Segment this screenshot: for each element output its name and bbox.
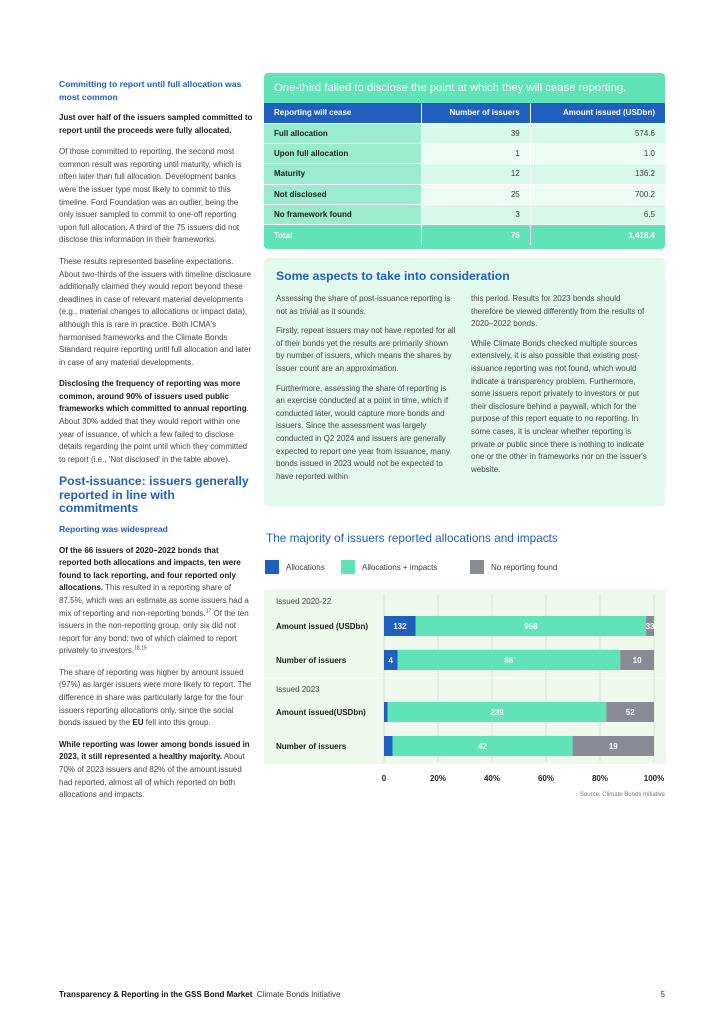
footer-org: Climate Bonds Initiative [256, 990, 341, 999]
chart-x-tick-label: 0 [381, 774, 387, 783]
table-row [264, 123, 665, 143]
footer-title: Transparency & Reporting in the GSS Bond Market [59, 990, 253, 999]
chart-data-label: 132 [393, 622, 407, 631]
legend-swatch-no-reporting [470, 560, 484, 574]
chart-bar-segment [384, 736, 393, 756]
table-cell: 700.2 [530, 184, 665, 204]
table-cell: 6.5 [530, 205, 665, 225]
table-cell: Upon full allocation [264, 143, 421, 163]
footnote-ref: 18,19 [134, 645, 147, 652]
chart-x-tick-label: 60% [537, 774, 555, 783]
table-cell: Full allocation [264, 123, 421, 143]
chart-group-label: Issued 2020-22 [276, 597, 332, 606]
legend-label: No reporting found [491, 562, 558, 572]
reporting-cease-table [264, 103, 665, 245]
chart-data-label: 10 [632, 656, 642, 665]
table-cell: 574.6 [530, 123, 665, 143]
table-header: Number of issuers [421, 103, 530, 123]
legend-item [470, 560, 557, 574]
paragraph-6: The share of reporting was higher by amount issued (97%) as larger issuers were more likely to report. The difference in share was particularly large for the four issuers reporting allocations only, since the social bonds issued by the EU fell into this group. [59, 667, 252, 728]
table-cell: 3 [421, 205, 530, 225]
table-row [264, 184, 665, 204]
considerations-paragraph: Assessing the share of post-issuance reporting is not as trivial as it sounds. [276, 294, 451, 316]
subheading-committing: Committing to report until full allocation was most common [59, 79, 242, 102]
chart-x-tick-label: 40% [483, 774, 501, 783]
table-cell: 1 [421, 143, 530, 163]
table-cell: Total [264, 225, 421, 245]
paragraph-7: While reporting was lower among bonds issued in 2023, it still represented a healthy majority. About 70% of 2023 issuers and 82% of the amount issued had reported, almost all of which reported on both allocations and impacts. [59, 739, 250, 800]
chart-bar-label: Amount issued (USDbn) [276, 622, 368, 631]
table-cell: 39 [421, 123, 530, 143]
table-title: One-third failed to disclose the point at which they will cease reporting. [274, 82, 627, 94]
considerations-right-column [471, 293, 652, 483]
table-cell: 25 [421, 184, 530, 204]
chart-data-label: 19 [608, 742, 618, 751]
legend-item [265, 560, 325, 574]
legend-swatch-allocations [265, 560, 279, 574]
page-number: 5 [660, 990, 665, 999]
chart-legend [265, 560, 685, 574]
chart-data-label: 52 [625, 708, 635, 717]
legend-swatch-allocations-impacts [341, 560, 355, 574]
chart-data-label: 33 [645, 622, 655, 631]
table-cell: Maturity [264, 164, 421, 184]
table-cell: 1.0 [530, 143, 665, 163]
paragraph-4: Disclosing the frequency of reporting was more common, around 90% of issuers used public frameworks which committed to annual reporting. About 30% added that they would report within one year of issuance, of which a few failed to disclose details regarding the point until which they committed to report (i.e., 'Not disclosed' in the table above). [59, 379, 249, 464]
chart-x-tick-label: 20% [429, 774, 447, 783]
considerations-paragraph: Furthermore, assessing the share of reporting is an exercise conducted at a point in time, which if conducted later, would capture more bonds and issuers. Since the assessment was largely conducted in Q2 2024 and issuers are generally expected to report one year from issuance, many bonds issued in 2023 would not be expected to have reported within [276, 383, 450, 481]
section-heading-post-issuance: Post-issuance: issuers generally reported in line with commitments [59, 474, 249, 515]
chart-data-label: 958 [524, 622, 538, 631]
considerations-left-column [276, 293, 457, 490]
table-cell: 75 [421, 225, 530, 245]
chart-data-label: 42 [478, 742, 488, 751]
legend-label: Allocations + impacts [362, 562, 438, 572]
chart-bar-label: Amount issued(USDbn) [276, 708, 366, 717]
chart-source: Source: Climate Bonds Initiative [579, 792, 665, 798]
table-row [264, 164, 665, 184]
table-cell: No framework found [264, 205, 421, 225]
paragraph-3: These results represented baseline expectations. About two-thirds of the issuers with timeline disclosure additionally claimed they would report beyond these deadlines in case of relevant material developments (e.g., material changes to allocations or impact data), although this is rare in practice. Both ICMA's harmonised frameworks and the Climate Bonds Standard require reporting until full allocation and later in case of any material developments. [59, 256, 252, 367]
table-total-row [264, 225, 665, 245]
chart-data-label: 4 [388, 656, 393, 665]
table-cell: 1,418.4 [530, 225, 665, 245]
paragraph-2: Of those committed to reporting, the second most common result was reporting until maturity, which is often later than full allocation. Development banks were the issuer type most likely to commit to this timeline. Ford Foundation was an outlier, being the only issuer sampled to commit to one-off reporting upon full allocation. A third of the 75 issuers did not disclose this information in their frameworks. [59, 147, 242, 245]
table-row [264, 143, 665, 163]
stacked-bar-chart [264, 590, 666, 790]
footer [59, 990, 340, 999]
chart-data-label: 66 [504, 656, 514, 665]
considerations-title: Some aspects to take into consideration [276, 269, 510, 283]
legend-label: Allocations [286, 562, 325, 572]
paragraph-5: Of the 66 issuers of 2020–2022 bonds that reported both allocations and impacts, ten were found to lack reporting, and four reported only allocations. This resulted in a reporting share of 87.5%, which was an estimate as some issuers had a mix of reporting and non-reporting bonds.$^{17}$ Of the ten issuers in the non-reporting group, only six did not report for any bond; two of which claimed to report privately to investors.$^{18,19}$ [59, 545, 249, 656]
table-header: Reporting will cease [264, 103, 421, 123]
legend-item [341, 560, 437, 574]
table-row [264, 205, 665, 225]
table-header-row [264, 103, 665, 123]
considerations-paragraph: While Climate Bonds checked multiple sources extensively, it is also possible that existing post-issuance reporting was not found, which would indicate a transparency problem. Furthermore, some issuers report privately to investors or put their disclosure behind a paywall, which for the purpose of this report equate to no reporting. In some cases, it is unclear whether reporting is private or public since there is nothing to indicate one or the other in frameworks nor on the issuer's website. [471, 338, 647, 474]
subheading-reporting-widespread: Reporting was widespread [59, 524, 168, 535]
table-cell: Not disclosed [264, 184, 421, 204]
chart-bar-label: Number of issuers [276, 656, 347, 665]
considerations-paragraph: Firstly, repeat issuers may not have reported for all of their bonds yet the results are primarily shown by number of issuers, which means the shares by issuer count are an approximation. [276, 326, 456, 373]
table-cell: 12 [421, 164, 530, 184]
chart-bar-label: Number of issuers [276, 742, 347, 751]
considerations-box [264, 258, 665, 506]
paragraph-1: Just over half of the issuers sampled committed to report until the proceeds were fully allocated. [59, 113, 253, 135]
chart-group-label: Issued 2023 [276, 685, 320, 694]
table-header: Amount issued (USDbn) [530, 103, 665, 123]
left-column [59, 78, 253, 811]
chart-title: The majority of issuers reported allocations and impacts [266, 531, 558, 545]
reporting-cease-table-box [264, 73, 665, 249]
table-cell: 136.2 [530, 164, 665, 184]
chart-bar-segment [384, 702, 388, 722]
chart-x-tick-label: 100% [643, 774, 665, 783]
chart-x-tick-label: 80% [591, 774, 609, 783]
chart-data-label: 239 [490, 708, 504, 717]
considerations-paragraph: this period. Results for 2023 bonds should therefore be viewed differently from the results of 2020–2022 bonds. [471, 294, 645, 329]
footnote-ref: 17 [205, 607, 212, 614]
